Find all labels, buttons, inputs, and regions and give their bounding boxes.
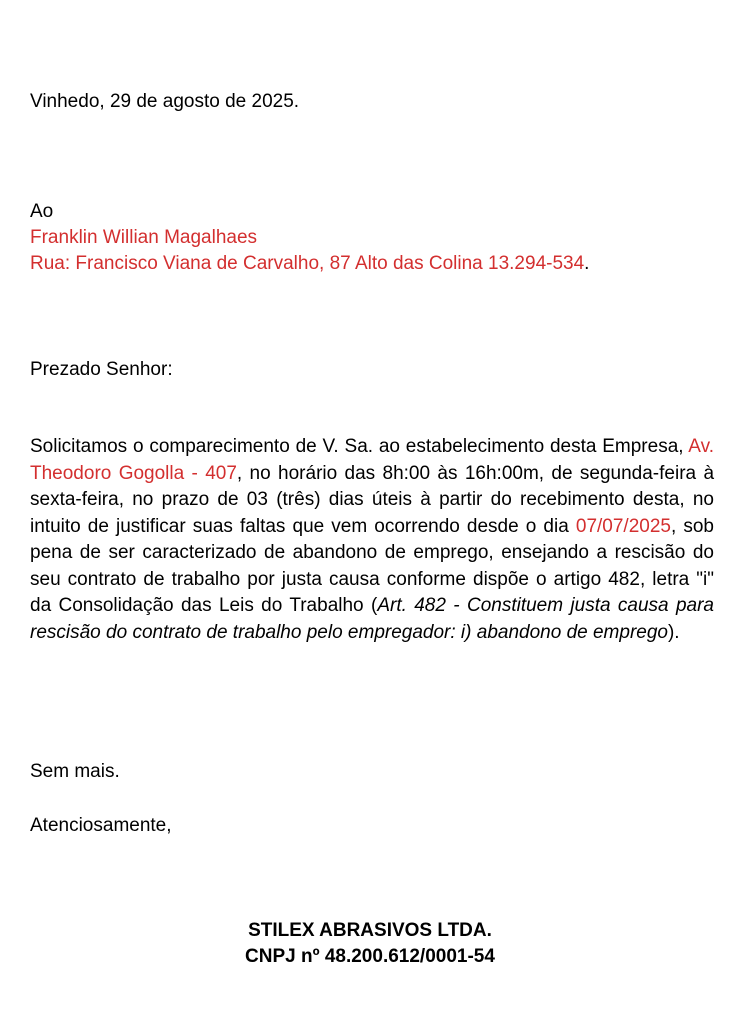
letter-page: [30, 0, 714, 1024]
signature-block: [0, 918, 737, 970]
recipient-address: Rua: Francisco Viana de Carvalho, 87 Alto das Colina 13.294-534: [30, 253, 585, 274]
salutation: Prezado Senhor:: [30, 359, 173, 380]
date-line: Vinhedo, 29 de agosto de 2025.: [30, 91, 300, 112]
letter-body: [30, 434, 714, 646]
body-part-3: , sob pena de ser caracterizado de abandono de emprego, ensejando a rescisão do seu contrato de trabalho por justa causa conforme dispõe o artigo 482, letra "i" da Consolidação das Leis do Trabalho (: [30, 515, 714, 616]
recipient-name: Franklin Willian Magalhaes: [30, 227, 258, 248]
body-part-4: ).: [667, 621, 680, 643]
recipient-prefix: Ao: [30, 201, 54, 222]
body-part-2: , no horário das 8h:00 às 16h:00m, de segunda-feira à sexta-feira, no prazo de 03 (três) dias úteis à partir do recebimento desta, no intuito de justificar suas faltas que vem ocorrendo desde o dia: [30, 462, 715, 537]
company-address: Av. Theodoro Gogolla - 407: [30, 436, 714, 484]
body-part-1: Solicitamos o comparecimento de V. Sa. ao estabelecimento desta Empresa,: [30, 436, 689, 457]
absence-date: 07/07/2025: [575, 515, 671, 537]
article-quote: Art. 482 - Constituem justa causa para rescisão do contrato de trabalho pelo empregador: i) abandono de emprego: [30, 595, 714, 643]
closing-sem-mais: Sem mais.: [30, 761, 120, 782]
recipient-address-end: .: [584, 253, 590, 274]
signature-cnpj: CNPJ nº 48.200.612/0001-54: [245, 946, 495, 967]
recipient-address-line: [30, 252, 589, 276]
signature-company: STILEX ABRASIVOS LTDA.: [248, 920, 492, 941]
closing-atenciosamente: Atenciosamente,: [30, 815, 172, 836]
